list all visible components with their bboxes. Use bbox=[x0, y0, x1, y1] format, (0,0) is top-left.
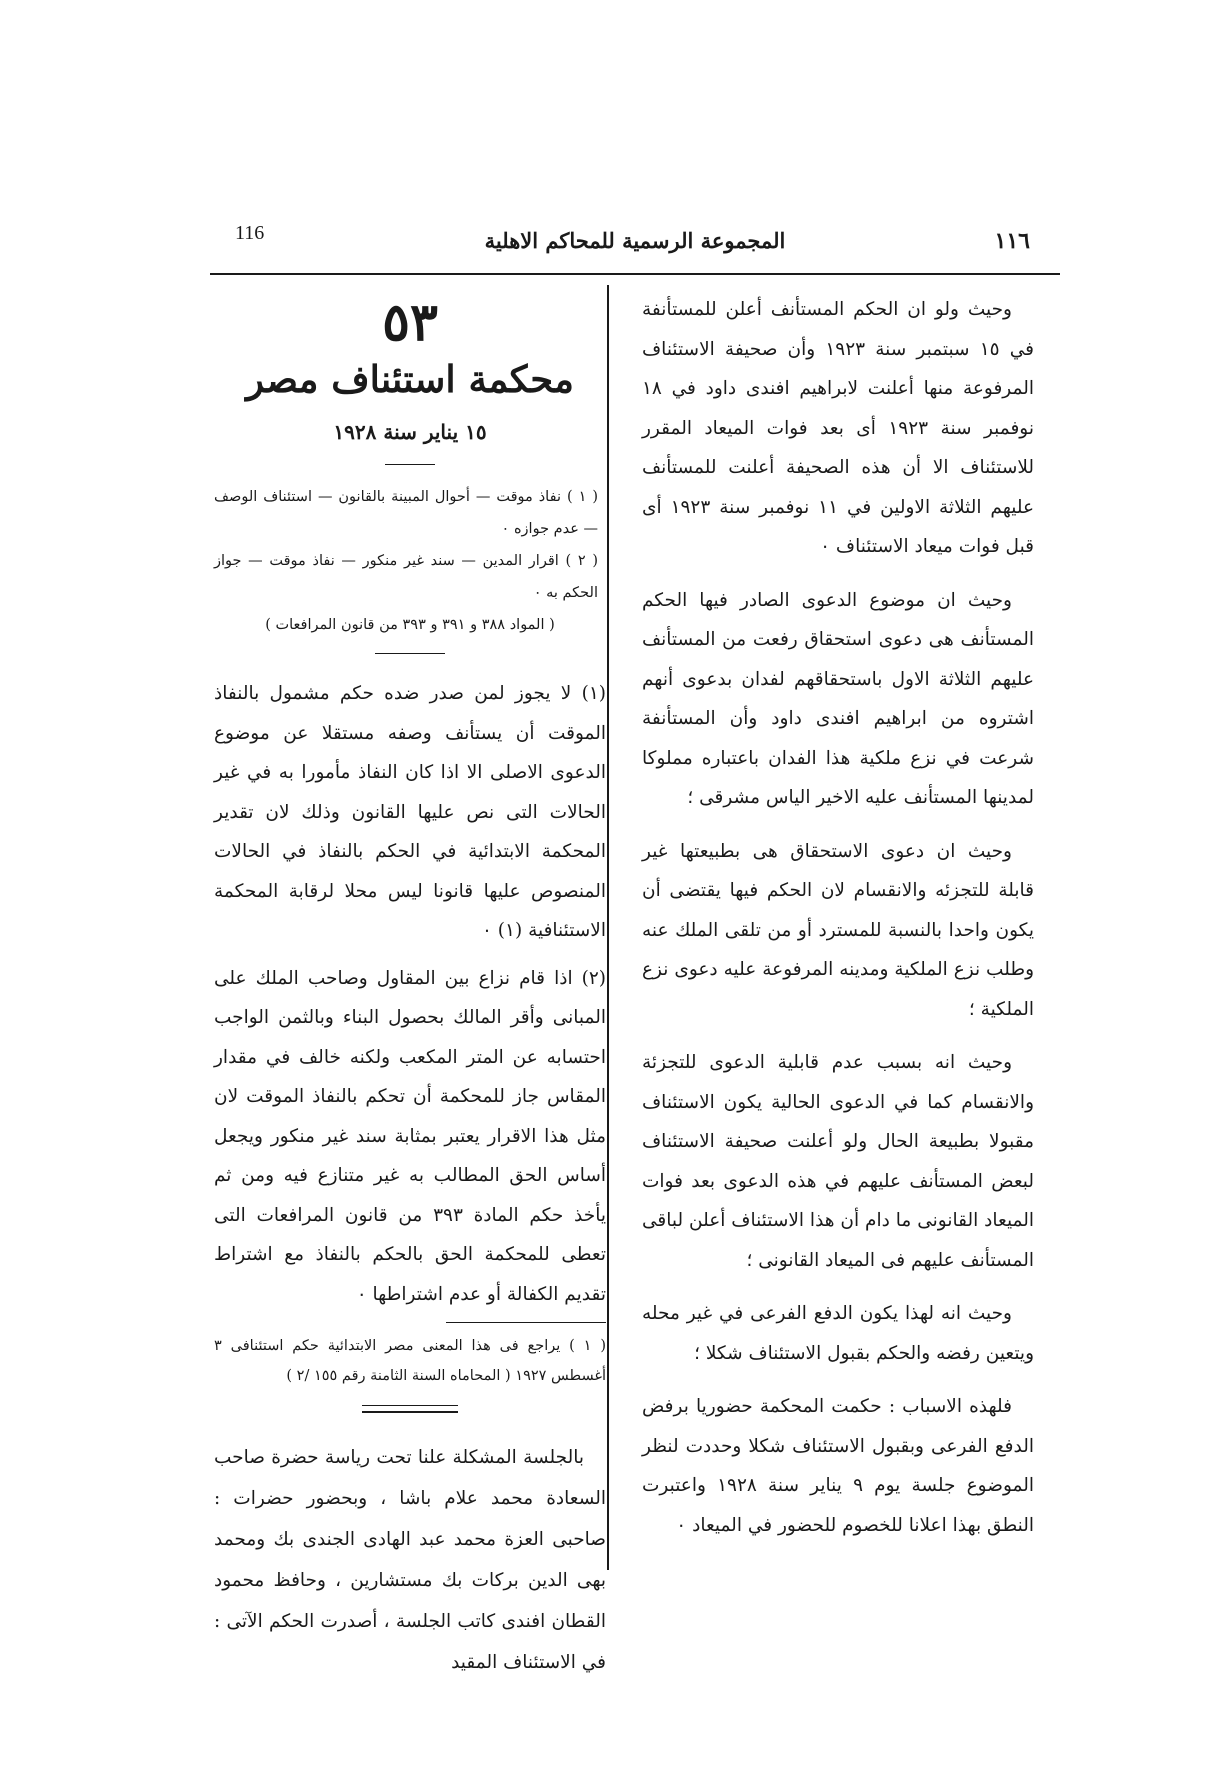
paragraph: وحيث ولو ان الحكم المستأنف أعلن للمستأنفة في ١٥ سبتمبر سنة ١٩٢٣ وأن صحيفة الاستئناف المرفوعة منها أعلنت لابراهيم افندى داود في ١٨ نوفمبر سنة ١٩٢٣ أى بعد فوات الميعاد المقرر للاستئناف الا أن هذه الصحيفة أعلنت للمستأنف عليهم الثلاثة الاولين في ١١ نوفمبر سنة ١٩٢٣ أى قبل فوات ميعاد الاستئناف ٠ bbox=[642, 299, 1034, 557]
page-number-arabic: ١١٦ bbox=[994, 228, 1030, 254]
paragraph: وحيث ان دعوى الاستحقاق هى بطبيعتها غير قابلة للتجزئه والانقسام لان الحكم فيها يقتضى أن يكون واحدا بالنسبة للمسترد أو من تلقى الملك عنه وطلب نزع الملكية ومدينه المرفوعة عليه دعوى نزع الملكية ؛ bbox=[642, 840, 1034, 1020]
court-name: محكمة استئناف مصر bbox=[246, 357, 574, 401]
section-divider bbox=[362, 1405, 458, 1413]
divider bbox=[385, 464, 435, 465]
holding: (١) لا يجوز لمن صدر ضده حكم مشمول بالنفاذ الموقت أن يستأنف وصفه مستقلا عن موضوع الدعوى الاصلى الا اذا كان النفاذ مأمورا به في غير الحالات التى نص عليها القانون وذلك لان تقدير المحكمة الابتدائية في الحكم بالنفاذ في الحالات المنصوص عليها قانونا ليس محلا لرقابة المحكمة الاستئنافية (١) ٠ bbox=[214, 683, 606, 941]
left-column bbox=[214, 290, 606, 1683]
session-paragraph: بالجلسة المشكلة علنا تحت رياسة حضرة صاحب السعادة محمد علام باشا ، وبحضور حضرات : صاحبى العزة محمد عبد الهادى الجندى بك ومحمد بهى الدين بركات بك مستشارين ، وحافظ محمود القطان افندى كاتب الجلسة ، أصدرت الحكم الآتى : في الاستئناف المقيد bbox=[214, 1447, 606, 1673]
articles-reference: ( المواد ٣٨٨ و ٣٩١ و ٣٩٣ من قانون المرافعات ) bbox=[265, 617, 555, 633]
paragraph: وحيث ان موضوع الدعوى الصادر فيها الحكم المستأنف هى دعوى استحقاق رفعت من المستأنف عليهم الثلاثة الاول باستحقاقهم لفدان بدعوى أنهم اشتروه من ابراهيم افندى داود وأن المستأنفة شرعت في نزع ملكية هذا الفدان باعتباره مملوكا لمدينها المستأنف عليه الاخير الياس مشرقى ؛ bbox=[642, 589, 1034, 808]
summary-item: ( ١ ) نفاذ موقت — أحوال المبينة بالقانون — استئناف الوصف — عدم جوازه ٠ bbox=[214, 489, 598, 537]
summary-item: ( ٢ ) اقرار المدين — سند غير منكور — نفاذ موقت — جواز الحكم به ٠ bbox=[214, 553, 598, 601]
header-rule bbox=[210, 273, 1060, 275]
footnote-rule bbox=[446, 1322, 606, 1323]
case-date: ١٥ يناير سنة ١٩٢٨ bbox=[333, 420, 487, 444]
paragraph: وحيث انه لهذا يكون الدفع الفرعى في غير محله ويتعين رفضه والحكم بقبول الاستئناف شكلا ؛ bbox=[642, 1303, 1034, 1364]
column-divider bbox=[607, 285, 609, 1570]
page-number-latin: 116 bbox=[235, 222, 265, 244]
case-number: ٥٣ bbox=[382, 292, 438, 353]
paragraph: وحيث انه بسبب عدم قابلية الدعوى للتجزئة والانقسام كما في الدعوى الحالية يكون الاستئناف مقبولا بطبيعة الحال ولو أعلنت صحيفة الاستئناف لبعض المستأنف عليهم في هذه الدعوى بعد فوات الميعاد القانونى ما دام أن هذا الاستئناف أعلن لباقى المستأنف عليهم فى الميعاد القانونى ؛ bbox=[642, 1052, 1034, 1271]
footnote: ( ١ ) يراجع فى هذا المعنى مصر الابتدائية حكم استئنافى ٣ أغسطس ١٩٢٧ ( المحاماه السنة الثامنة رقم ١٥٥ /٢ ) bbox=[214, 1338, 606, 1384]
page-header bbox=[210, 222, 1060, 268]
running-title: المجموعة الرسمية للمحاكم الاهلية bbox=[484, 228, 786, 253]
paragraph: فلهذه الاسباب : حكمت المحكمة حضوريا برفض الدفع الفرعى وبقبول الاستئناف شكلا وحددت لنظر الموضوع جلسة يوم ٩ يناير سنة ١٩٢٨ واعتبرت النطق بهذا اعلانا للخصوم للحضور في الميعاد ٠ bbox=[642, 1396, 1034, 1536]
divider bbox=[375, 653, 445, 654]
right-column bbox=[642, 290, 1034, 1559]
holding: (٢) اذا قام نزاع بين المقاول وصاحب الملك على المبانى وأقر المالك بحصول البناء وبالثمن الواجب احتسابه عن المتر المكعب ولكنه خالف في مقدار المقاس جاز للمحكمة أن تحكم بالنفاذ الموقت لان مثل هذا الاقرار يعتبر بمثابة سند غير منكور ويجعل أساس الحق المطالب به غير متنازع فيه ومن ثم يأخذ حكم المادة ٣٩٣ من قانون المرافعات التى تعطى للمحكمة الحق بالحكم بالنفاذ مع اشتراط تقديم الكفالة أو عدم اشتراطها ٠ bbox=[214, 967, 606, 1305]
